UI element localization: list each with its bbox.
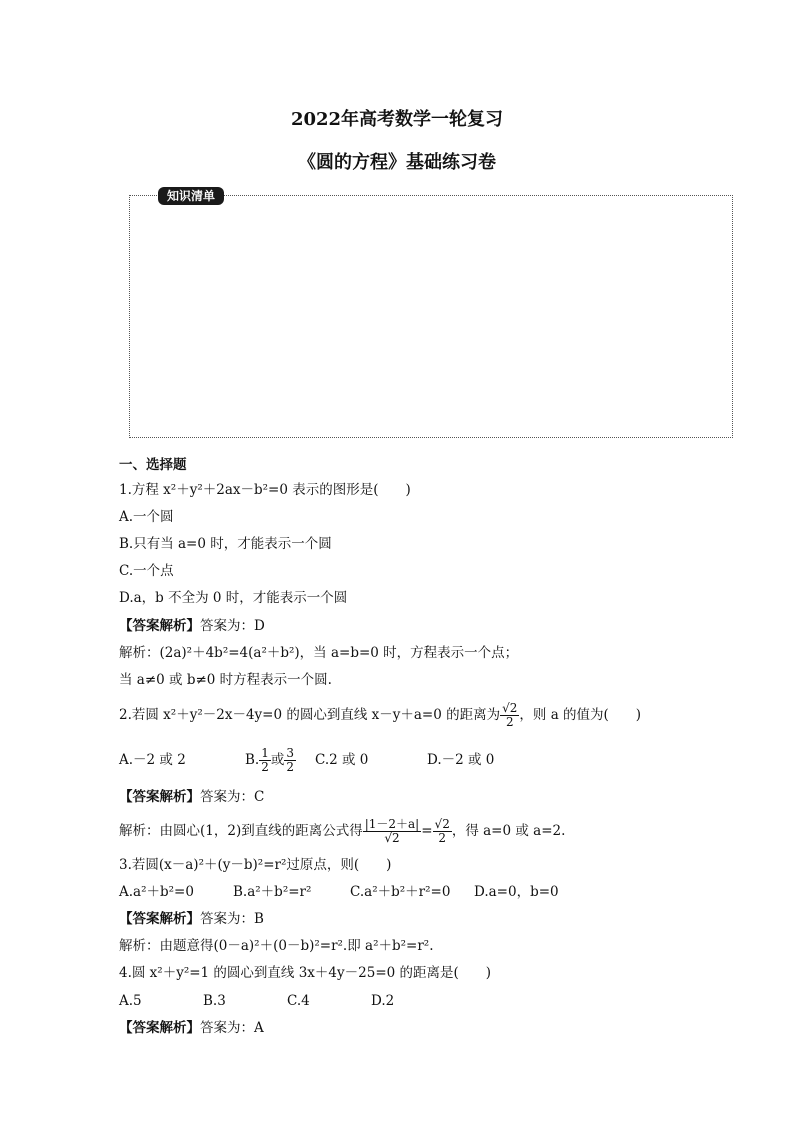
knowledge-box xyxy=(129,195,733,438)
q4-option-c: C.4 xyxy=(287,993,310,1009)
knowledge-tag: 知识清单 xyxy=(158,187,224,205)
q1-option-a: A.一个圆 xyxy=(119,509,174,525)
q1-stem: 1.方程 x²＋y²＋2ax－b²=0 表示的图形是( ) xyxy=(119,482,411,498)
fraction-denominator: 2 xyxy=(505,715,514,729)
q2-stem-fraction xyxy=(500,702,519,729)
answer-text: 答案为：D xyxy=(200,618,265,634)
q2-option-a: A.－2 或 2 xyxy=(119,752,186,768)
q2-stem-text: 2.若圆 x²＋y²－2x－4y=0 的圆心到直线 x－y＋a=0 的距离为 xyxy=(119,707,501,723)
analysis-fraction-1 xyxy=(363,818,422,845)
q1-option-c: C.一个点 xyxy=(119,563,174,579)
fraction-denominator: 2 xyxy=(261,760,269,774)
fraction-denominator: 2 xyxy=(286,760,294,774)
q3-option-d: D.a=0，b=0 xyxy=(474,884,559,900)
q3-answer xyxy=(119,910,264,928)
section-heading: 一、选择题 xyxy=(119,457,187,473)
q1-option-b: B.只有当 a=0 时，才能表示一个圆 xyxy=(119,536,332,552)
q2-answer xyxy=(119,788,264,806)
fraction-denominator: 2 xyxy=(438,831,446,845)
q2-stem xyxy=(119,702,641,729)
document-title: 2022年高考数学一轮复习 xyxy=(290,109,504,130)
q1-analysis-1: 解析：(2a)²＋4b²=4(a²＋b²)，当 a=b=0 时，方程表示一个点； xyxy=(119,645,519,661)
q2-analysis xyxy=(119,818,565,845)
q4-stem: 4.圆 x²＋y²=1 的圆心到直线 3x＋4y－25=0 的距离是( ) xyxy=(119,965,492,981)
q2-option-d: D.－2 或 0 xyxy=(427,752,495,768)
answer-label: 【答案解析】 xyxy=(119,789,200,805)
q3-option-c: C.a²＋b²＋r²=0 xyxy=(350,884,451,900)
answer-label: 【答案解析】 xyxy=(119,618,200,634)
q4-option-b: B.3 xyxy=(203,993,226,1009)
document-subtitle: 《圆的方程》基础练习卷 xyxy=(298,152,496,173)
q2-option-c: C.2 或 0 xyxy=(315,752,369,768)
q4-option-a: A.5 xyxy=(119,993,142,1009)
fraction-numerator: |1－2＋a| xyxy=(364,817,420,831)
option-fraction-2 xyxy=(284,747,296,774)
fraction-numerator: 3 xyxy=(286,746,294,760)
option-fraction-1 xyxy=(259,747,271,774)
q1-analysis-2: 当 a≠0 或 b≠0 时方程表示一个圆. xyxy=(119,672,332,688)
fraction-numerator: 1 xyxy=(261,746,269,760)
q3-option-a: A.a²＋b²=0 xyxy=(119,884,194,900)
q2-option-b xyxy=(245,747,315,774)
q4-options xyxy=(119,992,394,1010)
q2-options xyxy=(119,747,494,774)
equals-sign: = xyxy=(421,823,433,839)
answer-text: 答案为：A xyxy=(200,1020,264,1036)
analysis-tail: ，得 a=0 或 a=2. xyxy=(451,823,566,839)
q1-option-d: D.a，b 不全为 0 时，才能表示一个圆 xyxy=(119,590,348,606)
analysis-text: 解析：由圆心(1，2)到直线的距离公式得 xyxy=(119,823,363,839)
answer-label: 【答案解析】 xyxy=(119,1020,200,1036)
q3-option-b: B.a²＋b²=r² xyxy=(233,884,312,900)
q4-option-d: D.2 xyxy=(371,993,395,1009)
q3-options xyxy=(119,883,559,901)
q4-answer xyxy=(119,1019,264,1037)
answer-text: 答案为：B xyxy=(200,911,264,927)
q1-answer xyxy=(119,617,265,635)
answer-label: 【答案解析】 xyxy=(119,911,200,927)
fraction-numerator: √2 xyxy=(502,701,518,715)
q3-stem: 3.若圆(x－a)²＋(y－b)²=r²过原点，则( ) xyxy=(119,857,392,873)
analysis-fraction-2 xyxy=(433,818,452,845)
q3-analysis: 解析：由题意得(0－a)²＋(0－b)²=r².即 a²＋b²=r². xyxy=(119,938,434,954)
option-or: 或 xyxy=(270,752,285,768)
q2-stem-tail: ，则 a 的值为( ) xyxy=(519,707,642,723)
fraction-denominator: √2 xyxy=(384,831,400,845)
answer-text: 答案为：C xyxy=(200,789,265,805)
fraction-numerator: √2 xyxy=(434,817,450,831)
option-letter: B. xyxy=(245,752,260,768)
